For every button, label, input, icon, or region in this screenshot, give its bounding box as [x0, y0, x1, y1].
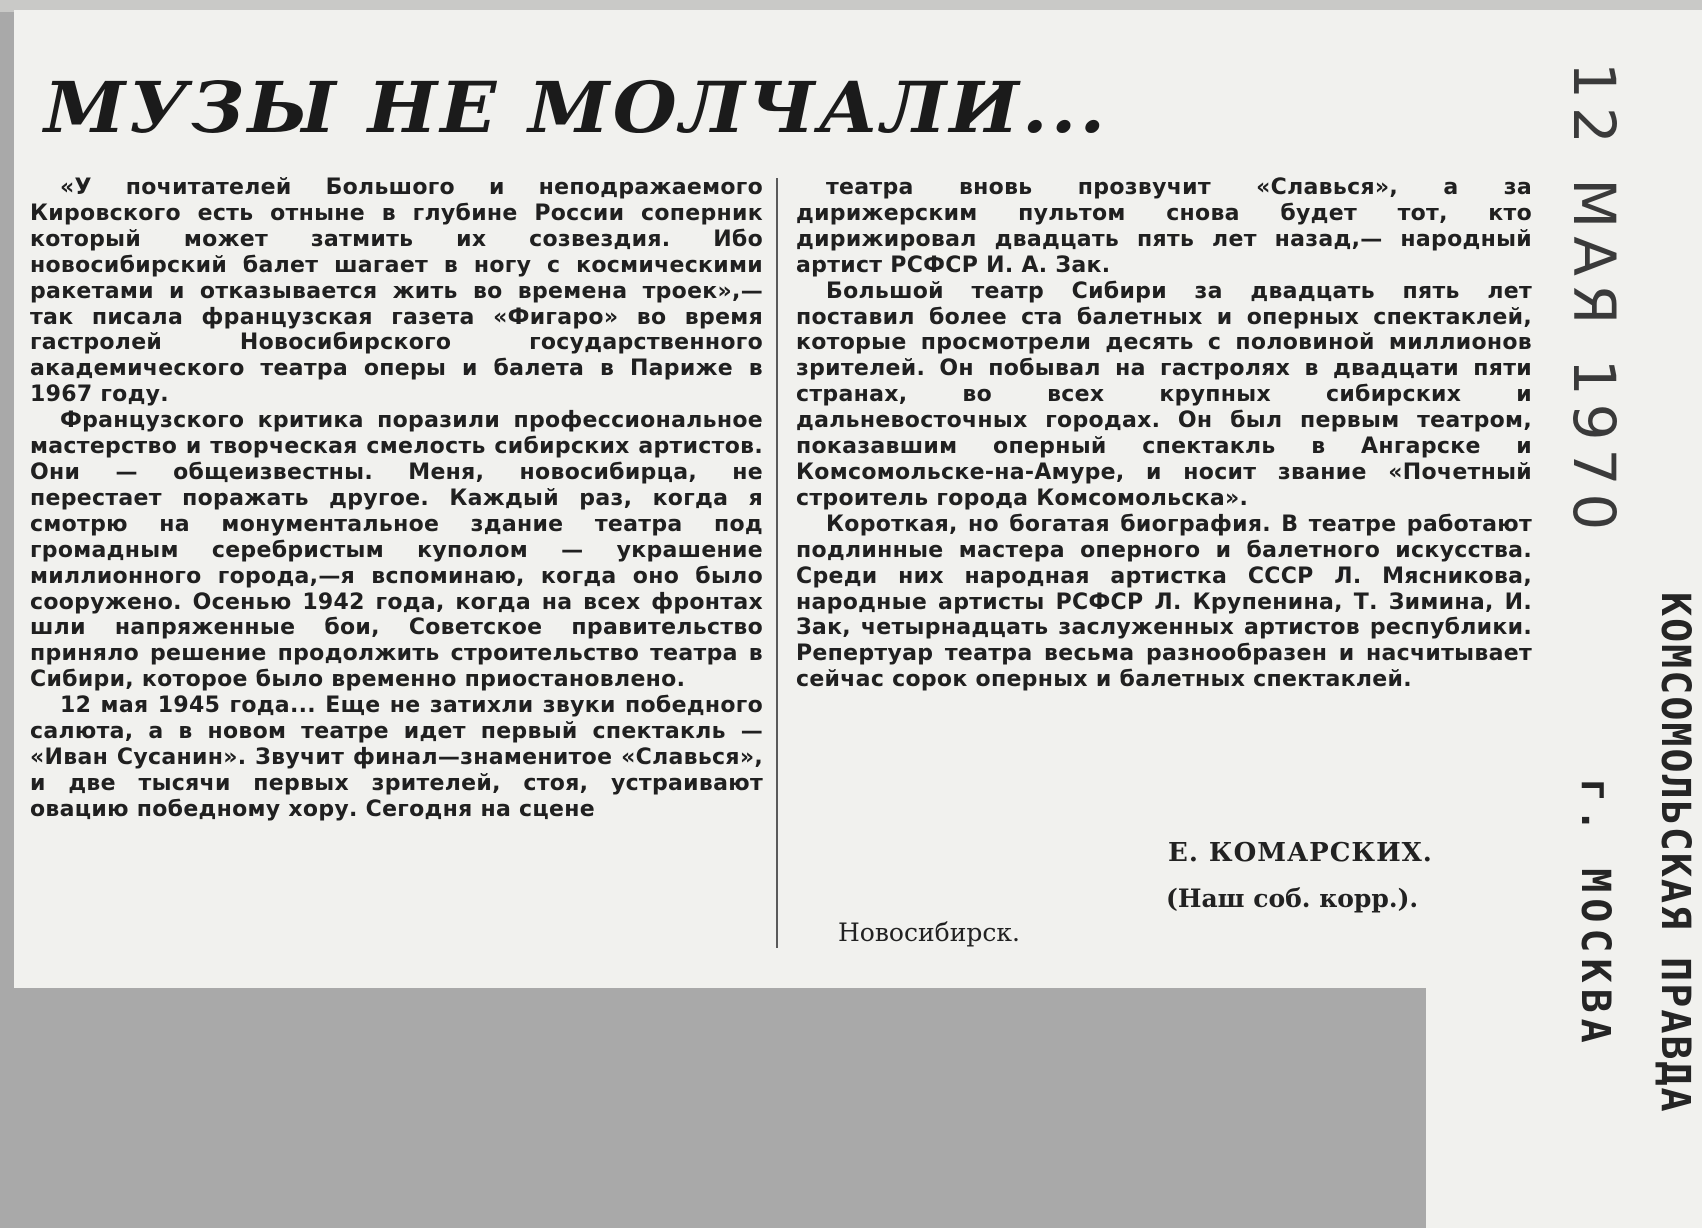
date-stamp: 12 МАЯ 1970: [1560, 62, 1628, 539]
paragraph: Короткая, но богатая биография. В театре работают подлинные мастера оперного и балетного искусства. Среди них народная артистка СССР Л. Мясникова, народные артисты РСФСР Л. Крупенина, Т. Зимина, И. Зак, четырнадцать заслуженных артистов республики. Репертуар театра весьма разнообразен и насчитывает сейчас сорок оперных и балетных спектаклей.: [796, 511, 1532, 693]
paragraph: Французского критика поразили профессиональное мастерство и творческая смелость сибирских артистов. Они — общеизвестны. Меня, новосибирца, не перестает поражать другое. Каждый раз, когда я смотрю на монументальное здание театра под громадным серебристым куполом — украшение миллионного города,—я вспоминаю, когда оно было сооружено. Осенью 1942 года, когда на всех фронтах шли напряженные бои, Советское правительство приняло решение продолжить строительство театра в Сибири, которое было временно приостановлено.: [30, 408, 763, 693]
paragraph: Большой театр Сибири за двадцать пять лет поставил более ста балетных и оперных спектаклей, которые просмотрели десять с половиной миллионов зрителей. Он побывал на гастролях в двадцати пяти странах, во всех крупных сибирских и дальневосточных городах. Он был первым театром, показавшим оперный спектакль в Ангарске и Комсомольске-на-Амуре, и носит звание «Почетный строитель города Комсомольска».: [796, 278, 1532, 511]
paragraph: 12 мая 1945 года... Еще не затихли звуки победного салюта, а в новом театре идет первый спектакль — «Иван Сусанин». Звучит финал—знаменитое «Славься», и две тысячи первых зрителей, стоя, устраивают овацию победному хору. Сегодня на сцене: [30, 693, 763, 822]
article-headline: МУЗЫ НЕ МОЛЧАЛИ...: [44, 66, 1109, 149]
column-divider: [776, 178, 778, 948]
dateline: Новосибирск.: [838, 918, 1020, 947]
city-stamp: г. МОСКВА: [1572, 778, 1618, 1049]
article-left-column: [30, 175, 763, 823]
author-role: (Наш соб. корр.).: [1166, 884, 1419, 913]
article-right-column: [796, 175, 1532, 693]
paragraph: театра вновь прозвучит «Славься», а за дирижерским пультом снова будет тот, кто дирижировал двадцать пять лет назад,— народный артист РСФСР И. А. Зак.: [796, 175, 1532, 278]
newspaper-name-stamp: КОМСОМОЛЬСКАЯ ПРАВДА: [1652, 592, 1698, 1114]
paragraph: «У почитателей Большого и неподражаемого Кировского есть отныне в глубине России соперник который может затмить их созвездия. Ибо новосибирский балет шагает в ногу с космическими ракетами и отказывается жить во времена троек»,— так писала французская газета «Фигаро» во время гастролей Новосибирского государственного академического театра оперы и балета в Париже в 1967 году.: [30, 175, 763, 408]
author-name: Е. КОМАРСКИХ.: [1168, 838, 1433, 868]
